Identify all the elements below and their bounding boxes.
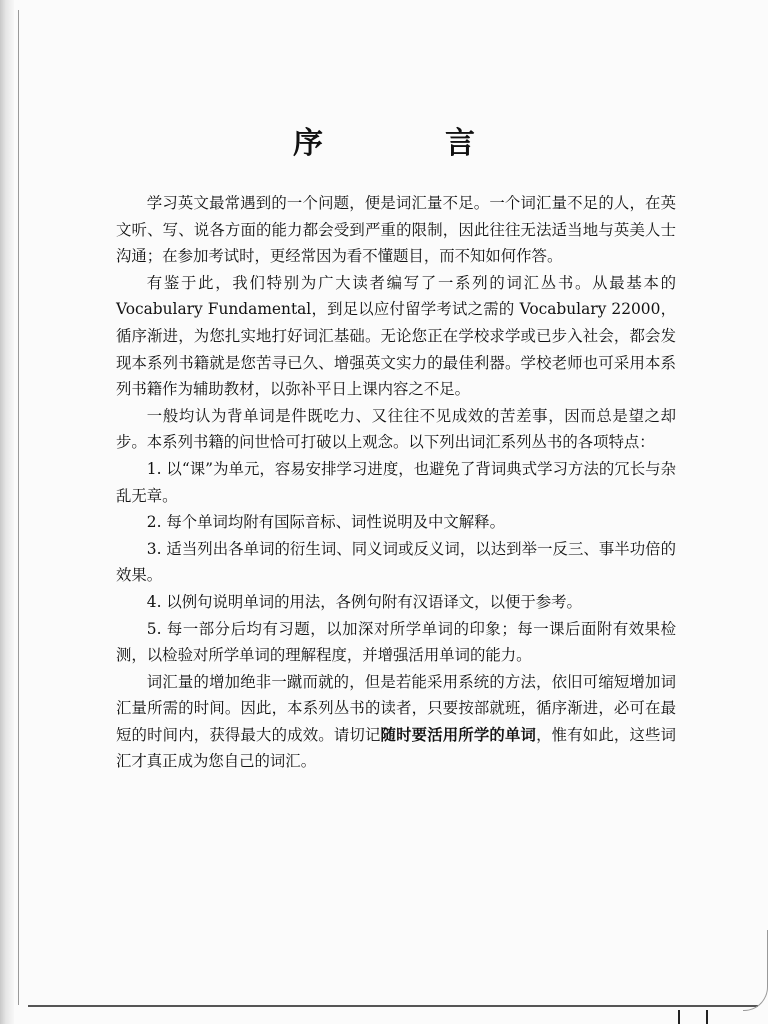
feature-item-4: 4. 以例句说明单词的用法，各例句附有汉语译文，以便于参考。 [146, 592, 582, 611]
paragraph-1: 学习英文最常遇到的一个问题，便是词汇量不足。一个词汇量不足的人，在英文听、写、说各方面的能力都会受到严重的限制，因此往往无法适当地与英美人士沟通；在参加考试时，更经常因为看不懂题目，而不知如何作答。 [116, 194, 676, 266]
closing-text-end: ，惟有如此，这些词汇才真正成为您自己的词汇。 [116, 725, 676, 771]
closing-text-start: 词汇量的增加绝非一蹴而就的，但是若能采用系统的方法，依旧可缩短增加词汇量所需的时间。因此，本系列丛书的读者，只要按部就班，循序渐进，必可在最短的时间内，获得最大的成效。请切记 [116, 672, 676, 744]
paragraph-2: 有鉴于此，我们特别为广大读者编写了一系列的词汇丛书。从最基本的 Vocabulary Fundamental，到足以应付留学考试之需的 Vocabulary 22000，循序渐进，为您扎实地打好词汇基础。无论您正在学校求学或已步入社会，都会发现本系列书籍就是您苦寻已久、增强英文实力的最佳利器。学校老师也可采用本系列书籍作为辅助教材，以弥补平日上课内容之不足。 [116, 273, 676, 399]
feature-item-5: 5. 每一部分后均有习题，以加深对所学单词的印象；每一课后面附有效果检测，以检验对所学单词的理解程度，并增强活用单词的能力。 [116, 619, 676, 665]
paragraph-3: 一般均认为背单词是件既吃力、又往往不见成效的苦差事，因而总是望之却步。本系列书籍的问世恰可打破以上观念。以下列出词汇系列丛书的各项特点： [116, 406, 676, 452]
edge-mark-left [678, 1010, 680, 1024]
page-title: 序 言 [293, 126, 521, 161]
edge-mark-right [706, 1010, 708, 1024]
page-bottom-edge [28, 1005, 758, 1007]
paragraph-closing [116, 669, 676, 775]
feature-item-3: 3. 适当列出各单词的衍生词、同义词或反义词，以达到举一反三、事半功倍的效果。 [116, 539, 676, 585]
closing-emphasis: 随时要活用所学的单词 [380, 725, 537, 744]
preface-body [116, 190, 676, 775]
feature-item-2: 2. 每个单词均附有国际音标、词性说明及中文解释。 [146, 513, 505, 532]
feature-item-1: 1. 以“课”为单元，容易安排学习进度，也避免了背词典式学习方法的冗长与杂乱无章。 [116, 459, 676, 505]
page-corner-curl [743, 930, 768, 1011]
